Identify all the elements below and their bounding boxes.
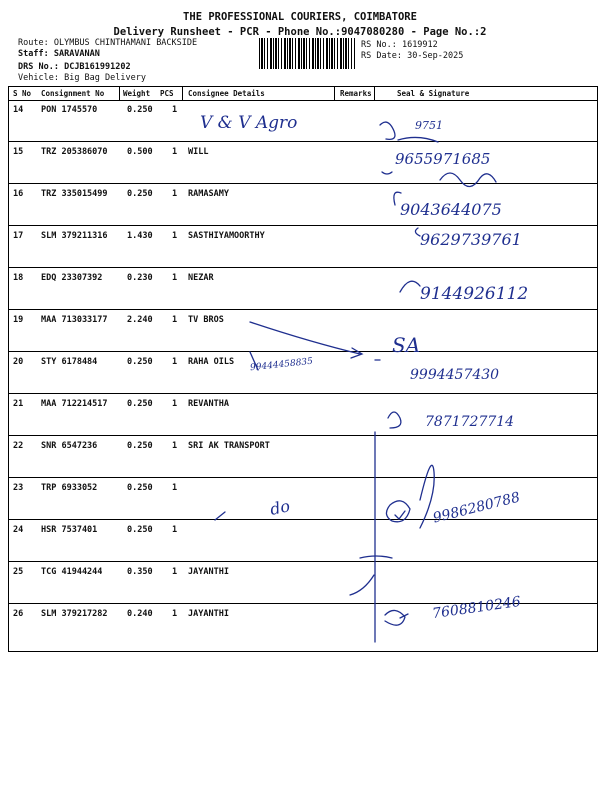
row-sno: 20 — [13, 357, 24, 367]
row-weight: 0.250 — [127, 189, 153, 199]
row-weight: 0.250 — [127, 441, 153, 451]
rs-date-value: 30-Sep-2025 — [407, 51, 464, 61]
row-consignee: JAYANTHI — [188, 567, 229, 577]
handwritten-ditto: do — [268, 496, 292, 519]
company-title: THE PROFESSIONAL COURIERS, COIMBATORE — [183, 11, 417, 23]
row-weight: 2.240 — [127, 315, 153, 325]
row-consignee: REVANTHA — [188, 399, 229, 409]
row-consignee: WILL — [188, 147, 209, 157]
row-sno: 16 — [13, 189, 24, 199]
staff-label: Staff: — [18, 49, 49, 59]
handwritten-phone: 9043644075 — [400, 200, 502, 219]
staff-value: SARAVANAN — [53, 49, 100, 59]
handwritten-phone: 9655971685 — [395, 150, 491, 168]
row-weight: 0.250 — [127, 525, 153, 535]
row-consignment: MAA 712214517 — [41, 399, 108, 409]
col-remarks: Remarks — [340, 89, 372, 98]
row-consignment: EDQ 23307392 — [41, 273, 103, 283]
rs-date-label: RS Date: — [361, 51, 402, 61]
handwritten-remark: 99444458835 — [249, 356, 314, 374]
row-pcs: 1 — [172, 273, 178, 283]
row-consignment: SLM 379217282 — [41, 609, 108, 619]
row-consignee: SRI AK TRANSPORT — [188, 441, 270, 451]
row-sno: 19 — [13, 315, 24, 325]
row-sno: 23 — [13, 483, 24, 493]
rs-no-value: 1619912 — [401, 40, 438, 50]
row-sno: 18 — [13, 273, 24, 283]
row-consignment: PON 1745570 — [41, 105, 98, 115]
row-weight: 0.250 — [127, 105, 153, 115]
handwritten-phone: 9144926112 — [420, 284, 529, 304]
row-consignee: TV BROS — [188, 315, 224, 325]
row-consignment: TRP 6933052 — [41, 483, 98, 493]
drs-value: DCJB161991202 — [64, 62, 131, 72]
row-consignment: TRZ 205386070 — [41, 147, 108, 157]
col-consignment: Consignment No — [41, 89, 105, 98]
row-consignment: MAA 713033177 — [41, 315, 108, 325]
row-sno: 21 — [13, 399, 24, 409]
row-pcs: 1 — [172, 483, 178, 493]
row-consignee: RAHA OILS — [188, 357, 235, 367]
row-consignment: SLM 379211316 — [41, 231, 108, 241]
row-weight: 0.250 — [127, 399, 153, 409]
col-weight: Weight — [123, 89, 151, 98]
handwritten-phone: 7608810246 — [431, 593, 522, 623]
row-sno: 14 — [13, 105, 24, 115]
handwritten-consignee: V & V Agro — [200, 113, 298, 133]
handwritten-signature: 9751 — [415, 119, 443, 132]
col-seal: Seal & Signature — [397, 89, 470, 98]
row-sno: 24 — [13, 525, 24, 535]
row-consignment: TCG 41944244 — [41, 567, 103, 577]
row-pcs: 1 — [172, 567, 178, 577]
row-consignment: SNR 6547236 — [41, 441, 98, 451]
row-pcs: 1 — [172, 189, 178, 199]
row-weight: 0.350 — [127, 567, 153, 577]
route-label: Route: — [18, 38, 49, 48]
row-sno: 22 — [13, 441, 24, 451]
row-sno: 26 — [13, 609, 24, 619]
route-value: OLYMBUS CHINTHAMANI BACKSIDE — [53, 38, 198, 48]
row-pcs: 1 — [172, 525, 178, 535]
handwritten-signature: SA — [392, 333, 421, 357]
handwritten-phone: 9986280788 — [431, 489, 522, 527]
row-consignment: HSR 7537401 — [41, 525, 98, 535]
row-pcs: 1 — [172, 105, 178, 115]
row-pcs: 1 — [172, 441, 178, 451]
row-sno: 15 — [13, 147, 24, 157]
row-weight: 1.430 — [127, 231, 153, 241]
row-pcs: 1 — [172, 315, 178, 325]
runsheet-subtitle: Delivery Runsheet - PCR - Phone No.:9047080280 - Page No.:2 — [113, 26, 487, 38]
col-sno: S No — [13, 89, 32, 98]
row-consignee: SASTHIYAMOORTHY — [188, 231, 265, 241]
row-weight: 0.500 — [127, 147, 153, 157]
row-pcs: 1 — [172, 399, 178, 409]
handwritten-phone: 9994457430 — [410, 367, 500, 383]
row-consignee: NEZAR — [188, 273, 214, 283]
handwritten-phone: 9629739761 — [420, 230, 522, 249]
col-consignee: Consignee Details — [188, 89, 265, 98]
row-pcs: 1 — [172, 357, 178, 367]
row-consignment: STY 6178484 — [41, 357, 98, 367]
row-weight: 0.250 — [127, 357, 153, 367]
col-pcs: PCS — [160, 89, 174, 98]
drs-label: DRS No.: — [18, 62, 59, 72]
vehicle-label: Vehicle: — [18, 73, 59, 83]
row-weight: 0.240 — [127, 609, 153, 619]
row-pcs: 1 — [172, 231, 178, 241]
row-consignee: JAYANTHI — [188, 609, 229, 619]
handwritten-phone: 7871727714 — [425, 414, 515, 430]
rs-no-label: RS No.: — [361, 40, 397, 50]
row-weight: 0.230 — [127, 273, 153, 283]
vehicle-value: Big Bag Delivery — [64, 73, 146, 83]
row-consignment: TRZ 335015499 — [41, 189, 108, 199]
row-sno: 17 — [13, 231, 24, 241]
row-pcs: 1 — [172, 147, 178, 157]
row-pcs: 1 — [172, 609, 178, 619]
row-sno: 25 — [13, 567, 24, 577]
row-weight: 0.250 — [127, 483, 153, 493]
row-consignee: RAMASAMY — [188, 189, 229, 199]
